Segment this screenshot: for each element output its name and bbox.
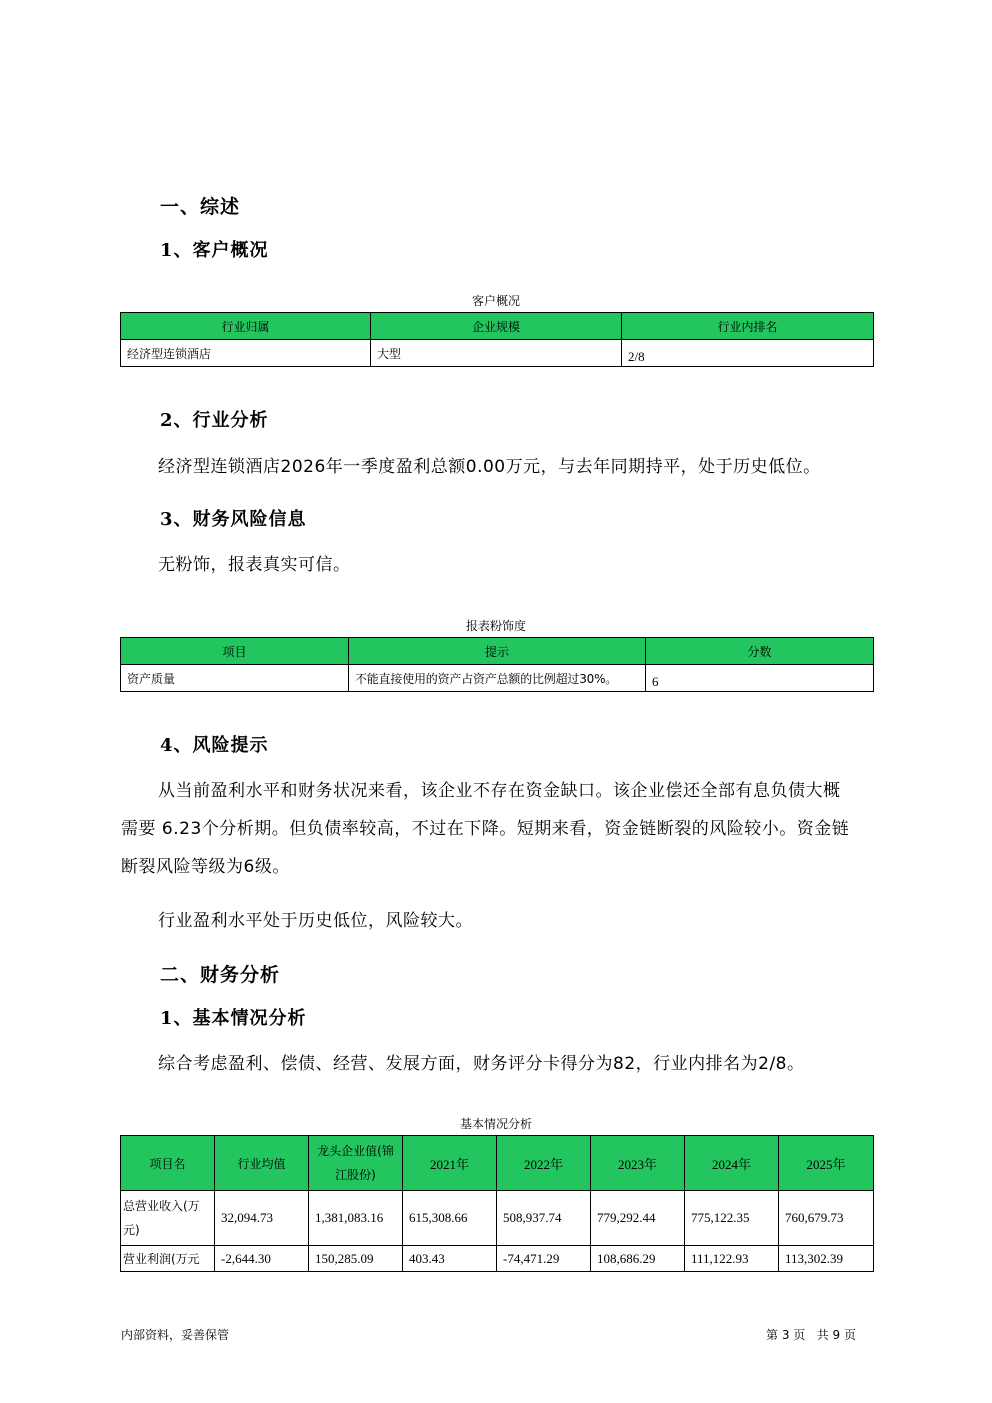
customer-header-scale: 企业规模	[371, 313, 622, 340]
basic-header-item: 项目名	[121, 1136, 215, 1191]
subheading-industry-analysis: 2、行业分析	[160, 410, 269, 431]
customer-cell-scale: 大型	[371, 340, 622, 367]
risk-tips-line-3: 断裂风险等级为6级。	[121, 857, 290, 877]
risk-tips-paragraph-2: 行业盈利水平处于历史低位，风险较大。	[158, 911, 473, 931]
subheading-financial-risk: 3、财务风险信息	[160, 509, 307, 530]
customer-header-rank: 行业内排名	[622, 313, 874, 340]
basic-header-2025: 2025年	[779, 1136, 874, 1191]
whitewash-table-caption: 报表粉饰度	[465, 619, 526, 633]
basic-analysis-text: 综合考虑盈利、偿债、经营、发展方面，财务评分卡得分为82，行业内排名为2/8。	[158, 1054, 805, 1074]
whitewash-header-hint: 提示	[349, 638, 646, 665]
subheading-customer-overview: 1、客户概况	[160, 240, 269, 261]
customer-cell-industry: 经济型连锁酒店	[121, 340, 371, 367]
financial-risk-text: 无粉饰，报表真实可信。	[158, 555, 351, 575]
whitewash-cell-item: 资产质量	[121, 665, 349, 692]
whitewash-header-score: 分数	[646, 638, 874, 665]
basic-header-2024: 2024年	[685, 1136, 779, 1191]
basic-table	[120, 1135, 874, 1272]
subheading-basic-analysis: 1、基本情况分析	[160, 1008, 307, 1029]
table-cell: 775,122.35	[685, 1191, 779, 1246]
table-cell: 403.43	[403, 1246, 497, 1272]
table-cell: -74,471.29	[497, 1246, 591, 1272]
table-row-label: 营业利润(万元	[121, 1246, 215, 1272]
whitewash-header-item: 项目	[121, 638, 349, 665]
whitewash-table	[120, 637, 874, 692]
customer-cell-rank: 2/8	[622, 340, 874, 367]
table-cell: -2,644.30	[215, 1246, 309, 1272]
table-cell: 1,381,083.16	[309, 1191, 403, 1246]
customer-table-caption: 客户概况	[471, 294, 520, 308]
whitewash-cell-score: 6	[646, 665, 874, 692]
table-row-label: 总营业收入(万元)	[121, 1191, 215, 1246]
table-cell: 508,937.74	[497, 1191, 591, 1246]
customer-header-industry: 行业归属	[121, 313, 371, 340]
table-cell: 111,122.93	[685, 1246, 779, 1272]
footer-page-number: 第 3 页 共 9 页	[766, 1328, 856, 1342]
basic-header-2021: 2021年	[403, 1136, 497, 1191]
basic-header-industry-avg: 行业均值	[215, 1136, 309, 1191]
basic-header-leader: 龙头企业值(锦江股份)	[309, 1136, 403, 1191]
section-heading-financial-analysis: 二、财务分析	[160, 964, 281, 986]
table-cell: 779,292.44	[591, 1191, 685, 1246]
table-cell: 150,285.09	[309, 1246, 403, 1272]
basic-table-caption: 基本情况分析	[459, 1117, 532, 1131]
risk-tips-line-2: 需要 6.23个分析期。但负债率较高，不过在下降。短期来看，资金链断裂的风险较小。资金链	[121, 819, 850, 839]
table-cell: 108,686.29	[591, 1246, 685, 1272]
table-cell: 760,679.73	[779, 1191, 874, 1246]
basic-header-2023: 2023年	[591, 1136, 685, 1191]
whitewash-cell-hint: 不能直接使用的资产占资产总额的比例超过30%。	[349, 665, 646, 692]
table-cell: 615,308.66	[403, 1191, 497, 1246]
customer-table	[120, 312, 874, 367]
risk-tips-line-1: 从当前盈利水平和财务状况来看，该企业不存在资金缺口。该企业偿还全部有息负债大概	[158, 781, 841, 801]
table-cell: 32,094.73	[215, 1191, 309, 1246]
section-heading-overview: 一、综述	[160, 196, 241, 218]
subheading-risk-tips: 4、风险提示	[160, 735, 269, 756]
basic-header-2022: 2022年	[497, 1136, 591, 1191]
table-cell: 113,302.39	[779, 1246, 874, 1272]
footer-confidential: 内部资料，妥善保管	[121, 1328, 230, 1342]
industry-analysis-text: 经济型连锁酒店2026年一季度盈利总额0.00万元，与去年同期持平，处于历史低位。	[158, 457, 821, 477]
